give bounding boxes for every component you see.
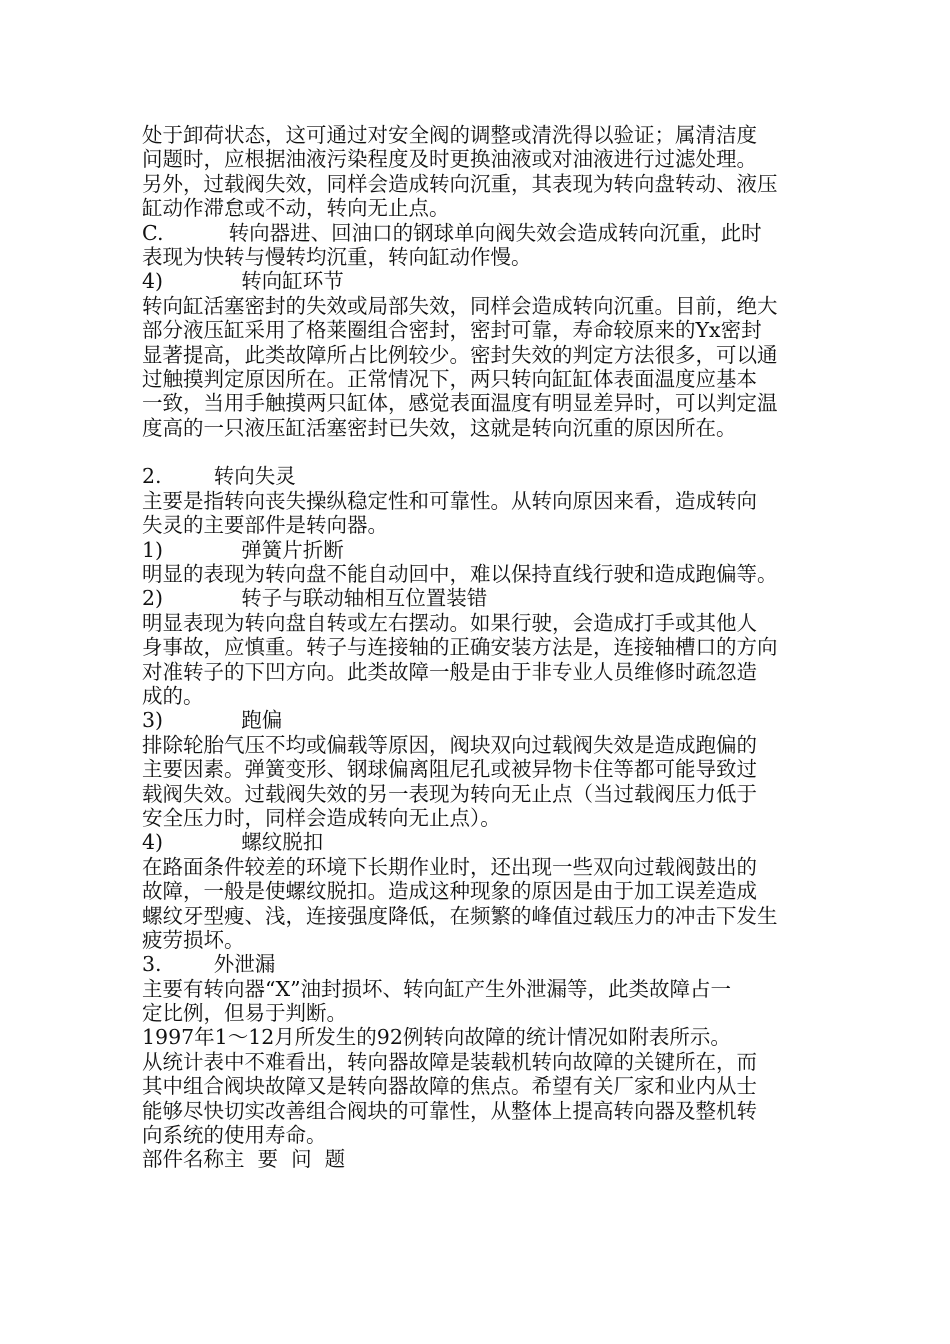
- text-line: 处于卸荷状态，这可通过对安全阀的调整或清洗得以验证；属清洁度: [142, 123, 757, 147]
- text-line: 对准转子的下凹方向。此类故障一般是由于非专业人员维修时疏忽造: [142, 659, 757, 684]
- text-line: 疲劳损坏。: [142, 927, 245, 952]
- text-line: 显著提高，此类故障所占比例较少。密封失效的判定方法很多，可以通: [142, 342, 778, 367]
- text-line: 1) 弹簧片折断: [142, 537, 344, 562]
- text-line: 安全压力时，同样会造成转向无止点）。: [142, 805, 501, 830]
- text-line: 4) 螺纹脱扣: [142, 830, 324, 855]
- text-line: C. 转向器进、回油口的钢球单向阀失效会造成转向沉重，此时: [142, 220, 762, 245]
- text-line: 部件名称主 要 问 题: [142, 1147, 346, 1172]
- text-line: 缸动作滞怠或不动，转向无止点。: [142, 196, 450, 221]
- text-line: 从统计表中不难看出，转向器故障是装载机转向故障的关键所在，而: [142, 1049, 757, 1074]
- text-line: 螺纹牙型瘦、浅，连接强度降低，在频繁的峰值过载压力的冲击下发生: [142, 903, 778, 928]
- text-line: 能够尽快切实改善组合阀块的可靠性，从整体上提高转向器及整机转: [142, 1098, 757, 1123]
- text-line: 转向缸活塞密封的失效或局部失效，同样会造成转向沉重。目前，绝大: [142, 293, 778, 318]
- document-body: [142, 123, 832, 1172]
- text-line: 部分液压缸采用了格莱圈组合密封，密封可靠，寿命较原来的Yx密封: [142, 318, 762, 343]
- text-line: 明显的表现为转向盘不能自动回中，难以保持直线行驶和造成跑偏等。: [142, 562, 778, 587]
- text-line: 载阀失效。过载阀失效的另一表现为转向无止点（当过载阀压力低于: [142, 781, 757, 806]
- text-line: 成的。: [142, 683, 204, 708]
- text-line: 主要是指转向丧失操纵稳定性和可靠性。从转向原因来看，造成转向: [142, 488, 757, 513]
- text-line: 身事故，应慎重。转子与连接轴的正确安装方法是，连接轴槽口的方向: [142, 635, 778, 660]
- text-line: 向系统的使用寿命。: [142, 1123, 327, 1148]
- text-line: 失灵的主要部件是转向器。: [142, 513, 388, 538]
- text-line: 在路面条件较差的环境下长期作业时，还出现一些双向过载阀鼓出的: [142, 854, 757, 879]
- text-line: 过触摸判定原因所在。正常情况下，两只转向缸缸体表面温度应基本: [142, 366, 757, 391]
- text-line: 3) 跑偏: [142, 708, 283, 733]
- text-line: 3. 外泄漏: [142, 952, 276, 977]
- text-line: 问题时，应根据油液污染程度及时更换油液或对油液进行过滤处理。: [142, 147, 757, 172]
- text-line: 主要有转向器“X”油封损坏、转向缸产生外泄漏等，此类故障占一: [142, 976, 732, 1001]
- blank-line: [142, 440, 832, 464]
- text-line: 表现为快转与慢转均沉重，转向缸动作慢。: [142, 244, 532, 269]
- text-line: 一致，当用手触摸两只缸体，感觉表面温度有明显差异时，可以判定温: [142, 391, 778, 416]
- text-line: 其中组合阀块故障又是转向器故障的焦点。希望有关厂家和业内从士: [142, 1074, 757, 1099]
- text-line: 1997年1～12月所发生的92例转向故障的统计情况如附表所示。: [142, 1025, 731, 1050]
- text-line: 2. 转向失灵: [142, 464, 296, 489]
- text-line: 主要因素。弹簧变形、钢球偏离阻尼孔或被异物卡住等都可能导致过: [142, 757, 757, 782]
- text-line: 另外，过载阀失效，同样会造成转向沉重，其表现为转向盘转动、液压: [142, 171, 778, 196]
- text-line: 4) 转向缸环节: [142, 269, 344, 294]
- text-line: 定比例，但易于判断。: [142, 1001, 347, 1026]
- text-line: 明显表现为转向盘自转或左右摆动。如果行驶，会造成打手或其他人: [142, 610, 757, 635]
- text-line: 2) 转子与联动轴相互位置装错: [142, 586, 488, 611]
- text-line: 故障，一般是使螺纹脱扣。造成这种现象的原因是由于加工误差造成: [142, 879, 757, 904]
- text-line: 排除轮胎气压不均或偏载等原因，阀块双向过载阀失效是造成跑偏的: [142, 732, 757, 757]
- text-line: 度高的一只液压缸活塞密封已失效，这就是转向沉重的原因所在。: [142, 415, 737, 440]
